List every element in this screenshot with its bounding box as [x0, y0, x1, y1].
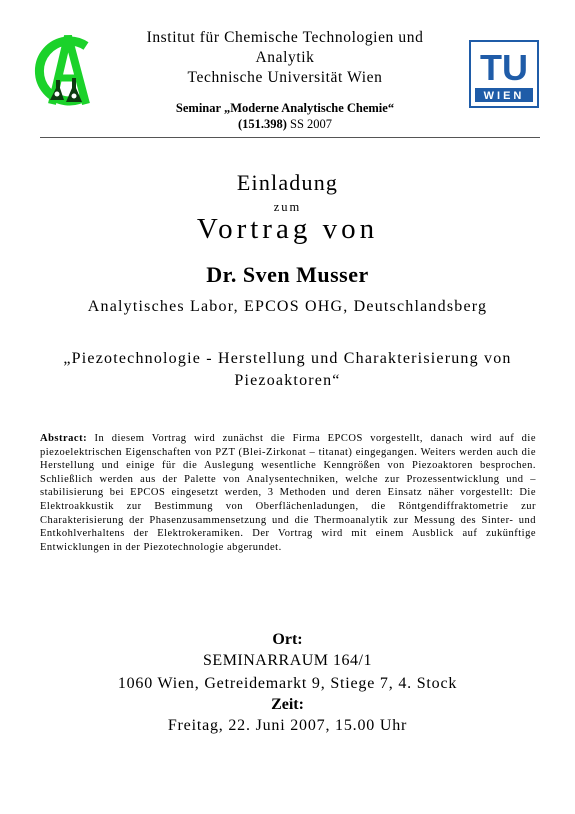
event-datetime: Freitag, 22. Juni 2007, 15.00 Uhr [167, 717, 408, 734]
location-label: Ort: [272, 631, 303, 648]
institute-name-line2: Analytik [255, 49, 315, 66]
talk-title-line1: „Piezotechnologie - Herstellung und Charakterisierung von [63, 350, 512, 367]
speaker-name: Dr. Sven Musser [206, 262, 369, 287]
abstract-label: Abstract: [40, 433, 88, 444]
location-room: SEMINARRAUM 164/1 [203, 652, 372, 669]
abstract-text: In diesem Vortrag wird zunächst die Firma EPCOS vorgestellt, danach wird auf die piezoelektrischen Eigenschaften von PZT (Blei-Zirkonat – titanat) eingegangen. Weiters werden auch die Herstellung und einige für die Auslegung wesentliche Kenngrößen von Piezoaktoren besprochen. Schließlich werden aus der Palette von Analysentechniken, welche zur Prozessentwicklung und –stabilisierung bei EPCOS eingesetzt werden, 3 Methoden und deren Einsatz näher vorgestellt: Die Elektroakkustik zur Bestimmung von Oberflächenladungen, die Röntgendiffraktometrie zur Charakterisierung der Phasenzusammensetzung und die Thermoanalytik zur Messung des Sinter- und Entkohlverhaltens der Elektrokeramiken. Der Vortrag wird mit einem Ausblick auf zukünftige Entwicklungen in der Piezotechnologie abgerundet. [40, 433, 536, 553]
location-address: 1060 Wien, Getreidemarkt 9, Stiege 7, 4. Stock [117, 675, 458, 692]
invitation-heading: Einladung [236, 170, 339, 195]
institute-name-line1: Institut für Chemische Technologien und [146, 29, 424, 46]
time-label: Zeit: [271, 696, 304, 713]
invitation-connector: zum [273, 200, 302, 214]
seminar-title-text: Seminar „Moderne Analytische Chemie“ [175, 101, 395, 115]
ac-monogram-icon [30, 30, 102, 110]
institute-logo [30, 30, 102, 110]
speaker-affiliation: Analytisches Labor, EPCOS OHG, Deutschlandsberg [87, 298, 488, 315]
seminar-code-line [105, 117, 465, 132]
semester: SS 2007 [290, 117, 333, 131]
tu-logo-text: TU [480, 47, 528, 88]
talk-heading: Vortrag von [196, 213, 379, 245]
abstract-paragraph [40, 432, 536, 554]
header-divider [40, 137, 540, 138]
talk-title-line2: Piezoaktoren“ [234, 372, 341, 389]
tu-wien-logo [469, 40, 539, 108]
talk-title [40, 348, 535, 392]
seminar-code: (151.398) [237, 117, 287, 131]
wien-logo-text: WIEN [483, 90, 525, 102]
seminar-title [105, 100, 465, 116]
university-name: Technische Universität Wien [187, 69, 383, 86]
